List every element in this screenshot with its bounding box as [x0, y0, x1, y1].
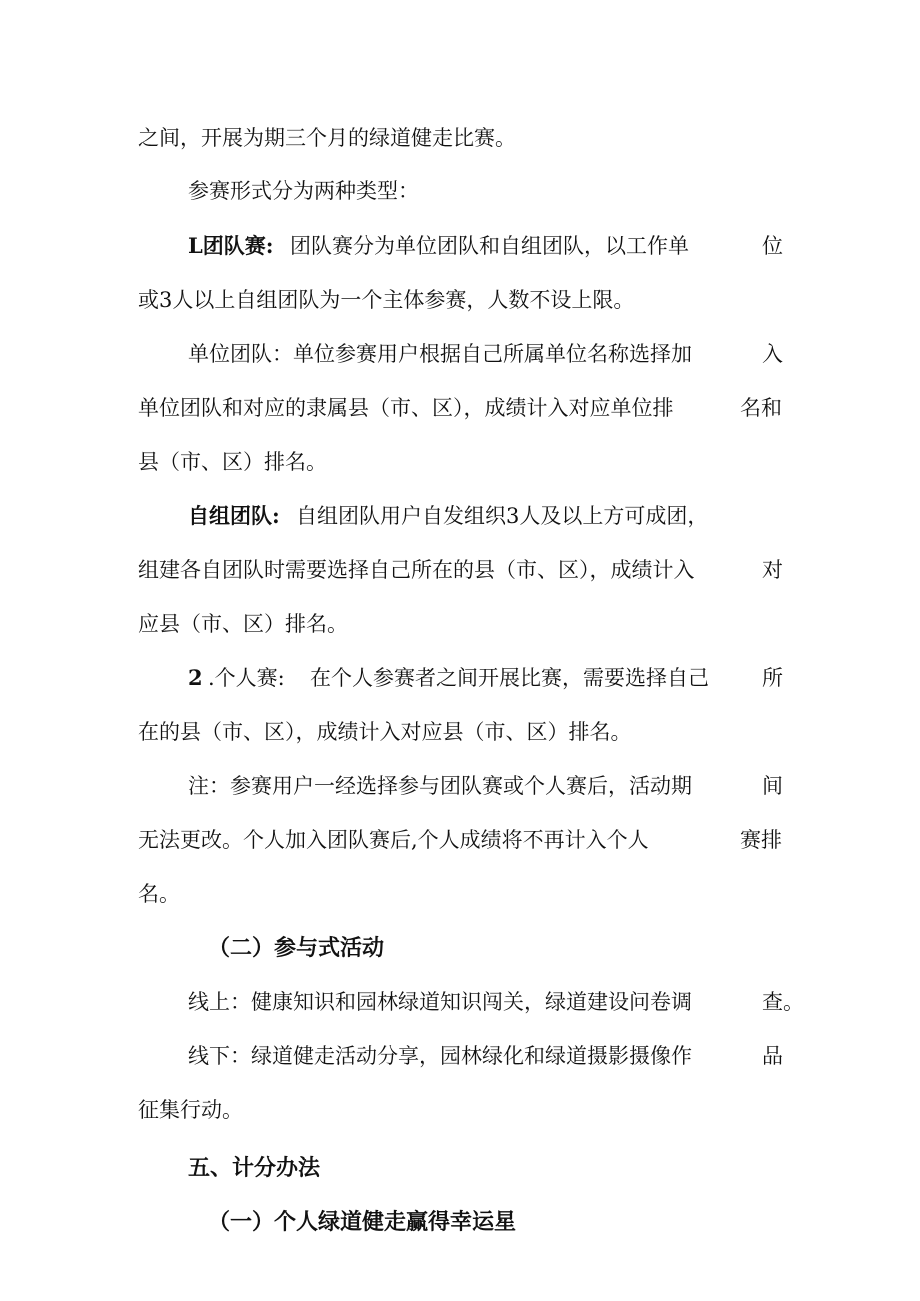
text-segment: 所: [762, 666, 783, 690]
item-number: 2: [188, 665, 203, 690]
paragraph-line-12: [0, 712, 920, 752]
paragraph-line-15: [0, 874, 920, 914]
paragraph-line-18: [0, 1036, 920, 1076]
text-segment: 注：参赛用户一经选择参与团队赛或个人赛后，活动期: [188, 774, 692, 798]
text-segment: 查。: [762, 990, 804, 1014]
item-label-self-team: 自组团队:: [188, 503, 280, 528]
text-segment: 品: [762, 1044, 783, 1068]
paragraph-line-5: [0, 334, 920, 374]
paragraph-line-3: [0, 226, 920, 266]
paragraph-line-17: [0, 982, 920, 1022]
text-segment: 线上：健康知识和园林绿道知识闯关，绿道建设问卷调: [188, 990, 692, 1014]
text-segment: 应县（市、区）排名。: [138, 612, 348, 636]
text-segment: 组建各自团队时需要选择自己所在的县（市、区），成绩计入: [138, 558, 695, 582]
subheading-text: （一）个人绿道健走赢得幸运星: [208, 1209, 517, 1235]
paragraph-line-9: [0, 550, 920, 590]
text-segment: 县（市、区）排名。: [138, 450, 327, 474]
text-segment: 单位团队：单位参赛用户根据自己所属单位名称选择加: [188, 342, 692, 366]
text-segment: 名。: [138, 882, 180, 906]
text-segment: 名和: [740, 396, 782, 420]
text-segment: 团队赛分为单位团队和自组团队，以工作单: [290, 234, 689, 258]
text-segment: 对: [762, 558, 783, 582]
text-segment: 在的县（市、区），成绩计入对应县（市、区）排名。: [138, 720, 632, 744]
text-segment: 位: [762, 234, 783, 258]
paragraph-line-8: [0, 496, 920, 536]
section-subheading-lucky-star: [0, 1202, 920, 1242]
text-segment: 之间，开展为期三个月的绿道健走比赛。: [138, 126, 516, 150]
paragraph-line-13: [0, 766, 920, 806]
text-segment: 在个人参赛者之间开展比赛，需要选择自己: [310, 666, 709, 690]
paragraph-line-19: [0, 1090, 920, 1130]
item-label-individual-race: .个人赛:: [208, 666, 285, 690]
text-segment: 赛排: [740, 828, 782, 852]
heading-text: 五、计分办法: [188, 1155, 321, 1181]
text-segment: 入: [762, 342, 783, 366]
text-segment: 征集行动。: [138, 1098, 243, 1122]
paragraph-line-11: [0, 658, 920, 698]
text-segment: 参赛形式分为两种类型：: [188, 179, 419, 203]
subheading-text: （二）参与式活动: [208, 935, 385, 961]
section-heading-scoring: [0, 1148, 920, 1188]
section-subheading-participatory: [0, 928, 920, 968]
paragraph-line-2: [0, 171, 920, 211]
paragraph-line-7: [0, 442, 920, 482]
text-segment: 单位团队和对应的隶属县（市、区），成绩计入对应单位排: [138, 396, 674, 420]
text-segment: 自组团队用户自发组织3人及以上方可成团，: [296, 504, 709, 528]
paragraph-line-1: [0, 118, 920, 158]
text-segment: 间: [762, 774, 783, 798]
paragraph-line-4: [0, 280, 920, 320]
text-segment: 无法更改。个人加入团队赛后,个人成绩将不再计入个人: [138, 828, 649, 852]
paragraph-line-10: [0, 604, 920, 644]
text-segment: 或3人以上自组团队为一个主体参赛，人数不设上限。: [138, 288, 635, 312]
paragraph-line-6: [0, 388, 920, 428]
item-label-team-race: L团队赛:: [188, 233, 274, 258]
paragraph-line-14: [0, 820, 920, 860]
text-segment: 线下：绿道健走活动分享，园林绿化和绿道摄影摄像作: [188, 1044, 692, 1068]
